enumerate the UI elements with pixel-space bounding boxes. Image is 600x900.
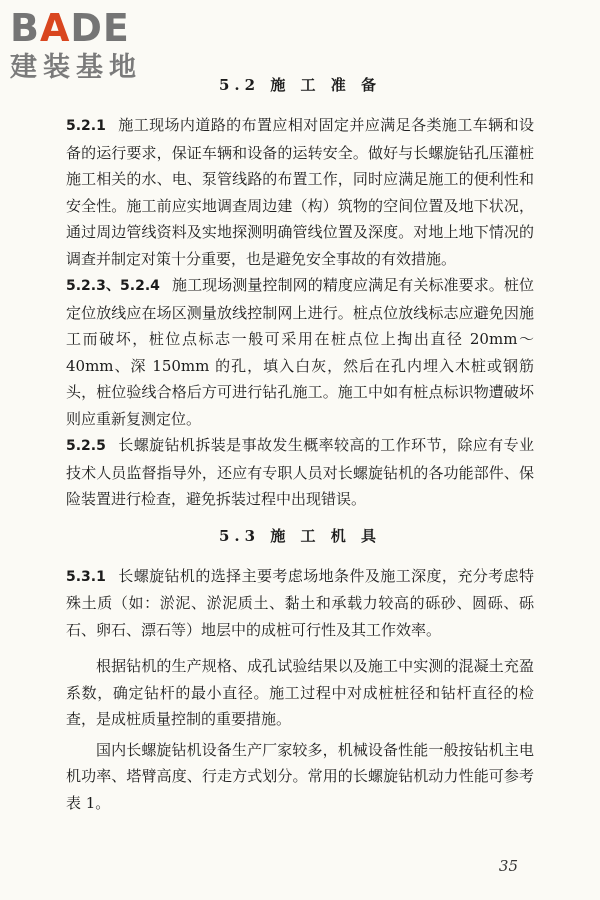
section-heading-5-2: 5.2 施 工 准 备 [219, 76, 381, 94]
logo-chinese-name: 建装基地 [10, 52, 142, 83]
clause-text: 长螺旋钻机拆装是事故发生概率较高的工作环节，除应有专业技术人员监督指导外，还应有专职人员对长螺旋钻机的各功能部件、保险装置进行检查，避免拆装过程中出现错误。 [66, 436, 534, 508]
clause-text: 施工现场内道路的布置应相对固定并应满足各类施工车辆和设备的运行要求，保证车辆和设备的运转安全。做好与长螺旋钻孔压灌桩施工相关的水、电、泵管线路的布置工作，同时应满足施工的便利性和安全性。施工前应实地调查周边建（构）筑物的空间位置及地下状况，通过周边管线资料及实地探测明确管线位置及深度。对地上地下情况的调查并制定对策十分重要，也是避免安全事故的有效措施。 [66, 116, 534, 268]
clause-5-2-3-5-2-4 [66, 272, 534, 432]
clause-5-3-1 [66, 563, 534, 644]
clause-number: 5.3.1 [66, 568, 106, 585]
clause-number: 5.2.3、5.2.4 [66, 278, 160, 294]
clause-5-2-5 [66, 432, 534, 513]
clause-number: 5.2.5 [66, 438, 106, 454]
page-content [66, 72, 534, 816]
logo-wordmark: BADE [10, 6, 130, 50]
clause-5-2-1 [66, 112, 534, 272]
clause-number: 5.2.1 [66, 118, 106, 134]
body-paragraph: 根据钻机的生产规格、成孔试验结果以及施工中实测的混凝土充盈系数，确定钻杆的最小直径。施工过程中对成桩桩径和钻杆直径的检查，是成桩质量控制的重要措施。 [66, 657, 534, 728]
clause-text: 施工现场测量控制网的精度应满足有关标准要求。桩位定位放线应在场区测量放线控制网上进行。桩点位放线标志应避免因施工而破坏，桩位点标志一般可采用在桩点位上掏出直径 20mm～40mm、深 150mm 的孔，填入白灰，然后在孔内埋入木桩或钢筋头，桩位验线合格后方可进行钻孔施工。施工中如有桩点标识物遭破坏则应重新复测定位。 [66, 276, 534, 428]
clause-text: 长螺旋钻机的选择主要考虑场地条件及施工深度，充分考虑特殊土质（如：淤泥、淤泥质土、黏土和承载力较高的砾砂、圆砾、砾石、卵石、漂石等）地层中的成桩可行性及其工作效率。 [66, 566, 534, 639]
page-number: 35 [498, 857, 518, 875]
section-heading-5-3: 5.3 施 工 机 具 [219, 526, 381, 545]
body-paragraph: 国内长螺旋钻机设备生产厂家较多，机械设备性能一般按钻机主电机功率、塔臂高度、行走方式划分。常用的长螺旋钻机动力性能可参考表 1。 [66, 740, 534, 812]
